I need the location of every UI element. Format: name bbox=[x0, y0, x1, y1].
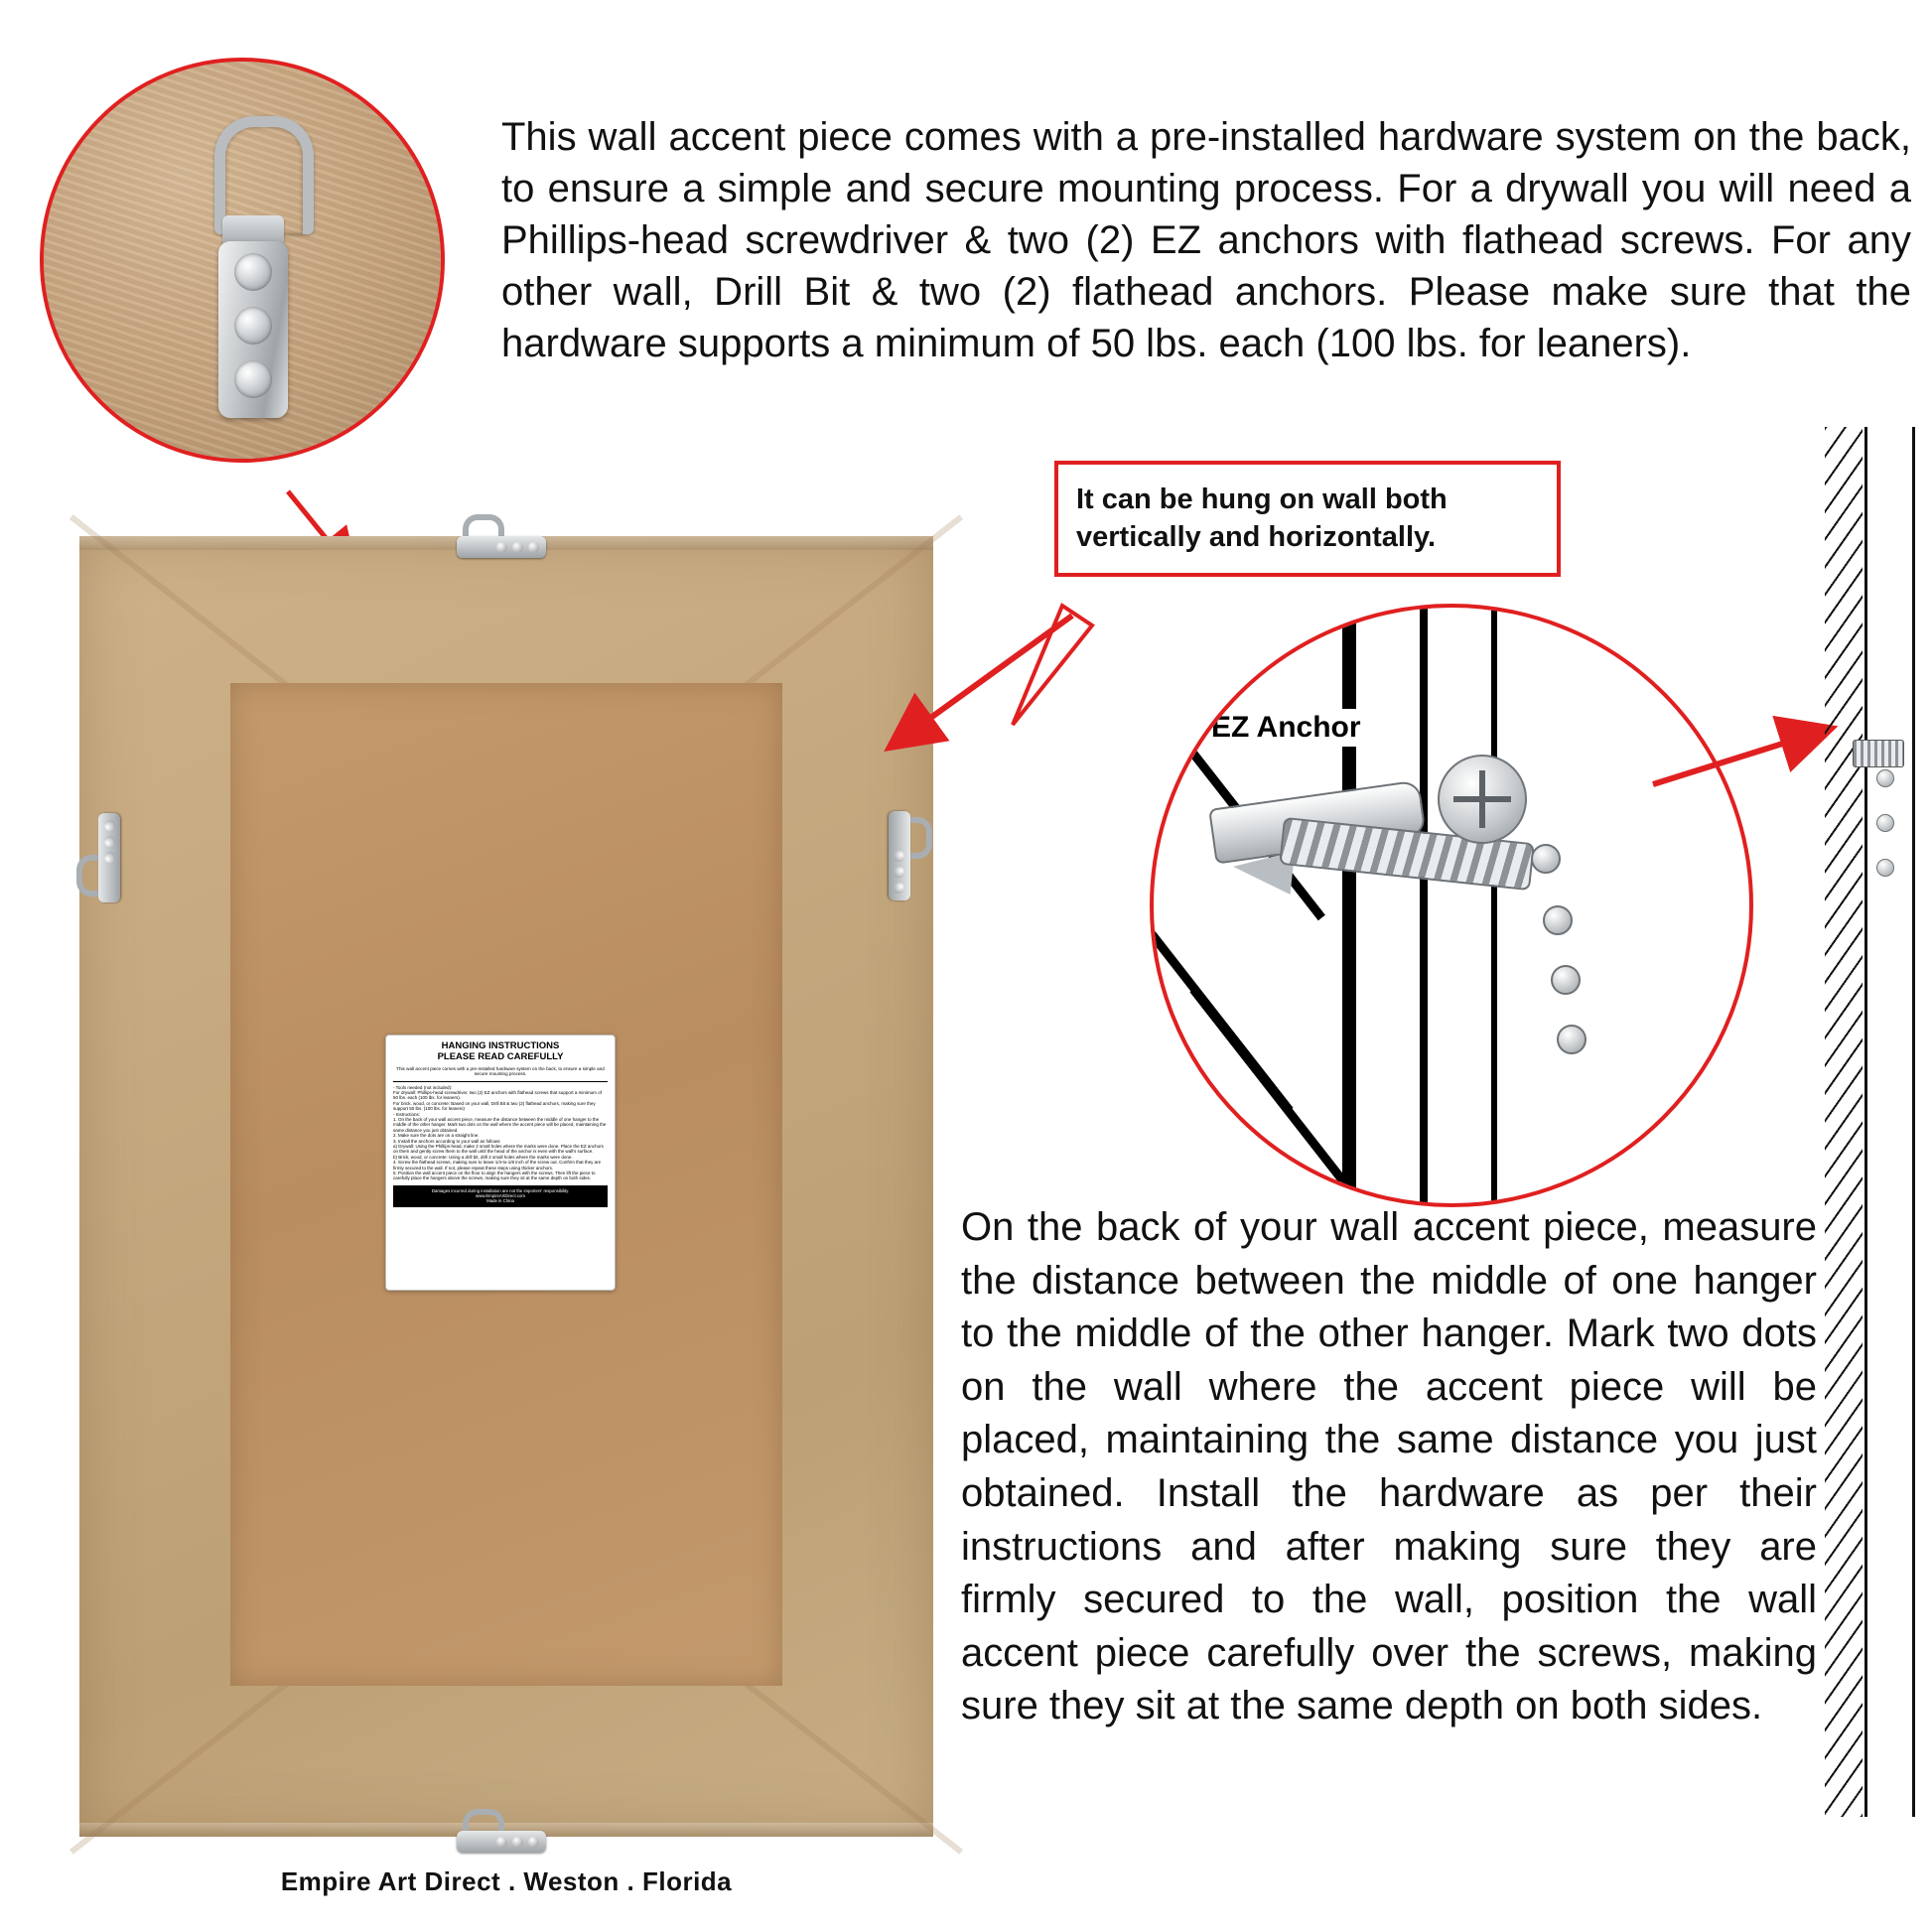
sticker-step: 5. Position the wall accent piece on the floor to align the hangers with the screws. Then lift the piece to carefully place the hangers above the screws, making sure they sit at the same depth on both sides. bbox=[393, 1170, 596, 1181]
wall-hatching bbox=[1825, 427, 1863, 1817]
sticker-footer-website: www.EmpireArtDirect.com bbox=[476, 1193, 525, 1199]
hanger-bead bbox=[1551, 965, 1581, 995]
hanger-bead bbox=[1876, 859, 1894, 877]
screw-hole-icon bbox=[512, 542, 523, 553]
arrow-callout-to-frame bbox=[864, 596, 1102, 764]
screw-hole-icon bbox=[894, 883, 904, 894]
d-ring-hanger-illustration bbox=[193, 116, 312, 414]
instructions-paragraph: On the back of your wall accent piece, measure the distance between the middle of one hanger to the middle of the other hanger. Mark two dots on the wall where the accent piece will be placed, maintaining the same distance you just obtained. Install the hardware as per their instructions and after making sure they are firmly secured to the wall, position the wall accent piece carefully over the screws, making sure they sit at the same depth on both sides. bbox=[961, 1205, 1817, 1728]
screw-hole-icon bbox=[528, 542, 539, 553]
sticker-step: 2. Make sure the dots are on a straight line. bbox=[393, 1133, 480, 1139]
sticker-instructions-heading: - Instructions: bbox=[393, 1111, 421, 1117]
sticker-tools-drywall: For drywall: Phillips-head screwdriver, two (2) EZ anchors with flathead screws that support a minimum of 50 lbs. each (100 lbs. for leaners). bbox=[393, 1090, 602, 1101]
sticker-footer-disclaimer: Damages incurred during installation are not the importers' responsibility. bbox=[431, 1187, 570, 1193]
screw-hole-icon bbox=[512, 1837, 523, 1848]
sticker-tools-heading: - Tools needed (not included): bbox=[393, 1084, 453, 1090]
hanger-bottom bbox=[455, 1809, 550, 1855]
hatch-line bbox=[1189, 987, 1367, 1207]
screw-hole-icon bbox=[234, 253, 272, 291]
d-ring-detail-circle bbox=[40, 58, 445, 463]
hanger-bead bbox=[1876, 769, 1894, 787]
hanger-left bbox=[76, 809, 122, 904]
hanger-right bbox=[887, 809, 932, 904]
arrow-anchor-to-wall bbox=[1648, 715, 1847, 804]
sticker-divider bbox=[393, 1081, 608, 1082]
screw-hole-icon bbox=[234, 360, 272, 398]
wall-outer-line bbox=[1912, 427, 1915, 1817]
sticker-title-line2: PLEASE READ CAREFULLY bbox=[437, 1050, 564, 1062]
screw-hole-icon bbox=[894, 851, 904, 862]
hanging-instructions-sticker bbox=[385, 1035, 616, 1291]
intro-paragraph: This wall accent piece comes with a pre-installed hardware system on the back, to ensure a simple and secure mounting process. For a drywall you will need a Phillips-head screwdriver & two (2) EZ anchors with flathead screws. For any other wall, Drill Bit & two (2) flathead anchors. Please make sure that the hardware supports a minimum of 50 lbs. each (100 lbs. for leaners). bbox=[501, 115, 1911, 365]
sticker-step: b) Brick, wood, or concrete: Using a drill bit, drill 2 small holes where the marks were done. bbox=[393, 1154, 573, 1160]
screw-hole-icon bbox=[104, 836, 115, 847]
hanger-bead bbox=[1543, 905, 1573, 935]
screw-hole-icon bbox=[528, 1837, 539, 1848]
screw-hole-icon bbox=[104, 852, 115, 863]
sticker-tools-other: For brick, wood, or concrete: Based on your wall, Drill Bit & two (2) flathead anchors, making sure they support 50 lbs. (100 lbs. for leaners) bbox=[393, 1100, 596, 1112]
sticker-subtitle: This wall accent piece comes with a pre-installed hardware system on the back, to ensure a simple and secure mounting process. bbox=[396, 1065, 605, 1077]
screw-hole-icon bbox=[894, 867, 904, 878]
sticker-step: a) Drywall: Using the Phillips-head, make 2 small holes where the marks were done. Place the EZ anchors on them and gently screw them to the wall until the head of the anchor is even with the wall's surface. bbox=[393, 1143, 604, 1155]
sticker-step: 4. Screw the flathead screws, making sure to leave 1/4-to-1/8 inch of the screw out. Confirm that they are firmly secured to the wall. If not, please repeat these steps using thicker anchors. bbox=[393, 1160, 602, 1171]
hanger-bead bbox=[1531, 844, 1561, 874]
hanger-top bbox=[455, 514, 550, 560]
wall-surface-line bbox=[1864, 427, 1867, 1817]
d-ring-plate bbox=[218, 241, 288, 418]
sticker-step: 3. Install the anchors according to your wall as follows: bbox=[393, 1138, 501, 1144]
phillips-screw-head-icon bbox=[1438, 755, 1527, 844]
hanger-bead bbox=[1557, 1025, 1587, 1054]
callout-box bbox=[1054, 461, 1561, 577]
wall-cross-section bbox=[1825, 427, 1924, 1817]
installed-anchor-icon bbox=[1853, 740, 1904, 767]
sticker-title-line1: HANGING INSTRUCTIONS bbox=[441, 1040, 560, 1051]
screw-hole-icon bbox=[234, 307, 272, 345]
brand-caption: Empire Art Direct . Weston . Florida bbox=[280, 1866, 733, 1896]
sticker-step: 1. On the back of your wall accent piece, measure the distance between the middle of one hanger to the middle of the other hanger. Mark two dots on the wall where the accent piece will be placed, maintaining the same distance you just obtained. bbox=[393, 1117, 607, 1133]
screw-hole-icon bbox=[496, 542, 507, 553]
ez-anchor-detail-circle bbox=[1150, 604, 1753, 1207]
screw-hole-icon bbox=[496, 1837, 507, 1848]
sticker-footer-origin: Made in China bbox=[486, 1198, 514, 1204]
callout-text: It can be hung on wall both vertically and horizontally. bbox=[1076, 483, 1448, 554]
hanger-bead bbox=[1876, 814, 1894, 832]
screw-hole-icon bbox=[104, 820, 115, 831]
ez-anchor-label: EZ Anchor bbox=[1205, 709, 1367, 747]
